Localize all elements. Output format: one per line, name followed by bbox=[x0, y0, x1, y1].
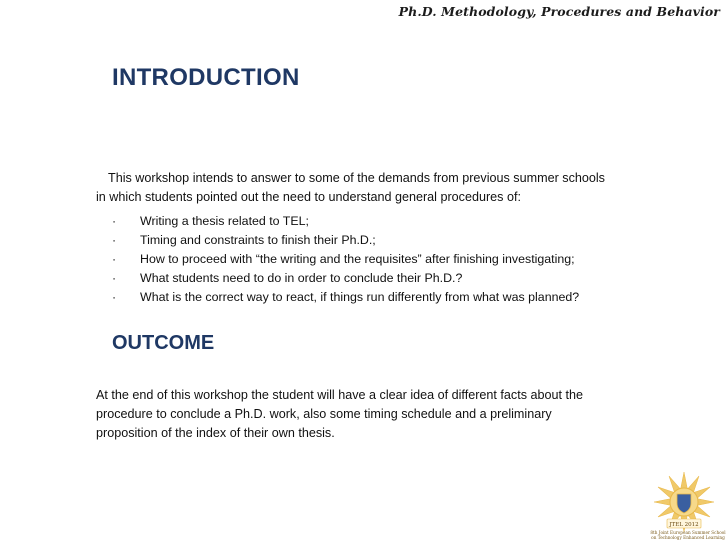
list-item bbox=[112, 288, 632, 307]
introduction-bullet-list bbox=[112, 212, 632, 307]
header-title: Ph.D. Methodology, Procedures and Behavior bbox=[398, 4, 720, 19]
list-item bbox=[112, 250, 632, 269]
list-item bbox=[112, 212, 632, 231]
bullet-dot: · bbox=[112, 290, 117, 304]
list-item-text: What is the correct way to react, if things run differently from what was planned? bbox=[140, 290, 580, 304]
outcome-heading: OUTCOME bbox=[112, 332, 215, 354]
list-item bbox=[112, 269, 632, 288]
list-item-text: What students need to do in order to conclude their Ph.D.? bbox=[140, 271, 463, 285]
list-item-text: How to proceed with “the writing and the requisites” after finishing investigating; bbox=[140, 252, 575, 266]
list-item-text: Timing and constraints to finish their Ph.D.; bbox=[140, 233, 376, 247]
outcome-paragraph: At the end of this workshop the student will have a clear idea of different facts about the procedure to conclude a Ph.D. work, also some timing schedule and a preliminary proposition of the index of their own thesis. bbox=[96, 388, 584, 440]
list-item bbox=[112, 231, 632, 250]
bullet-dot: · bbox=[112, 252, 117, 266]
logo-caption bbox=[650, 530, 726, 540]
introduction-paragraph-text: This workshop intends to answer to some of the demands from previous summer schools in which students pointed out the need to understand general procedures of: bbox=[96, 171, 605, 204]
logo-badge-text: JTEL 2012 bbox=[669, 522, 699, 528]
introduction-paragraph bbox=[96, 169, 616, 207]
bullet-dot: · bbox=[112, 233, 117, 247]
logo-caption-line1: 8th Joint European Summer School bbox=[650, 530, 726, 535]
introduction-heading: INTRODUCTION bbox=[112, 64, 300, 91]
bullet-dot: · bbox=[112, 271, 117, 285]
list-item-text: Writing a thesis related to TEL; bbox=[140, 214, 309, 228]
bullet-dot: · bbox=[112, 214, 117, 228]
logo-caption-line2: on Technology Enhanced Learning bbox=[651, 535, 725, 540]
